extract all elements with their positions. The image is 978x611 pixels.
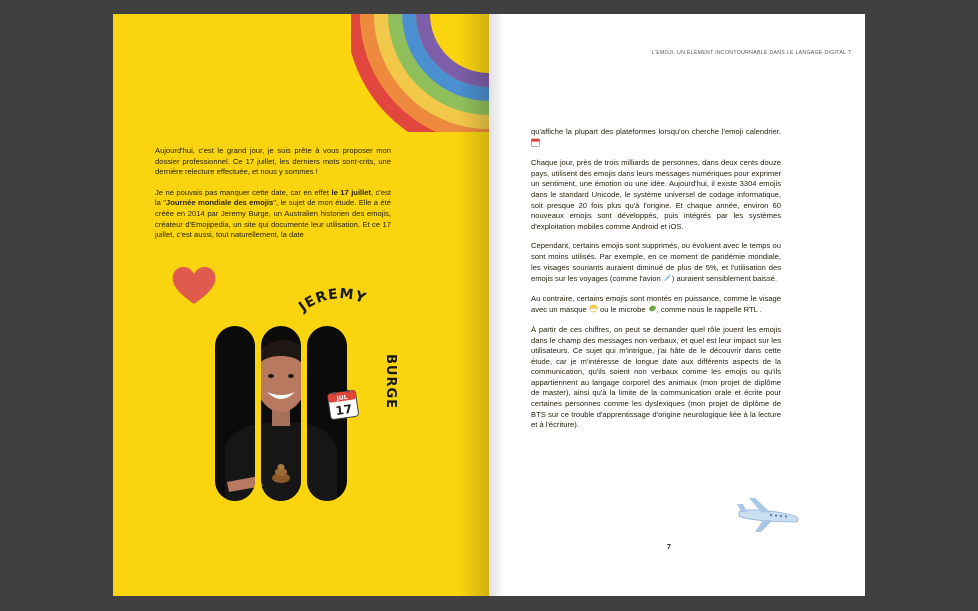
right-paragraph-4: Au contraire, certains emojis sont montés en puissance, comme le visage avec un masque ou le microbe , comme nous le rappelle RTL .: [531, 293, 781, 315]
calendar-day: 17: [334, 401, 354, 419]
left-page: [113, 14, 489, 596]
heart-icon: [171, 264, 217, 306]
right-paragraph-1: qu'affiche la plupart des plateformes lorsqu'on cherche l'emoji calendrier.: [531, 127, 781, 149]
right-paragraph-3: Cependant, certains emojis sont supprimés, ou évoluent avec le temps ou sont moins utilisés. Par exemple, en ce moment de pandémie mondiale, les visages souriants auraient diminué de plus de 5%, et l'utilisation des emojis sur les voyages (comme l'avion ) auraient sensiblement baissé.: [531, 241, 781, 284]
right-paragraph-5: À partir de ces chiffres, on peut se demander quel rôle jouent les emojis dans le champ des messages non verbaux, et quel est leur impact sur les utilisateurs. Ce sujet qui m'intrigue, j'ai hâte de le découvrir dans cette étude, car je m'intéresse de longue date aux différents aspects de la communication, qu'ils soient non verbaux comme les emojis ou qu'ils appartiennent au langage corporel des animaux (mon projet de diplôme de master), ainsi qu'à la limite de la communication orale et écrite pour certaines personnes comme les dyslexiques (mon projet de diplôme de BTS sur ce trouble d'apprentissage d'origine neurologique liée à la lecture et à l'écriture).: [531, 324, 781, 430]
book-spread: [113, 14, 865, 596]
name-first: JEREMY: [295, 285, 369, 316]
microbe-icon: [648, 304, 657, 313]
name-last: BURGE: [383, 354, 398, 410]
page-number: 7: [667, 544, 671, 551]
spine-shadow-right: [489, 14, 505, 596]
mask-face-icon: [589, 304, 598, 313]
right-body-text: [531, 127, 781, 440]
plane-icon: [663, 273, 672, 282]
calendar-month: JUL: [336, 393, 349, 403]
calendar-icon: [531, 138, 540, 147]
left-paragraph-2: Je ne pouvais pas manquer cette date, car en effet le 17 juillet, c'est la "Journée mondiale des emojis", le sujet de mon étude. Elle a été créée en 2014 par Jeremy Burge, un Australien historien des emojis, créateur d'Emojipedia, un site qui documente leur utilisation. Et ce 17 juillet, c'est aussi, tout naturellement, la date: [155, 187, 391, 240]
left-paragraph-1: Aujourd'hui, c'est le grand jour, je suis prête à vous proposer mon dossier professionnel. Ce 17 juillet, les derniers mots sont-crits, une dernière relecture effectuée, et nous y sommes !: [155, 146, 391, 177]
svg-text:JEREMY: [295, 286, 368, 316]
spine-shadow: [459, 14, 489, 596]
plane-icon: [735, 494, 801, 534]
running-header: L'EMOJI, UN ÉLÉMENT INCONTOURNABLE DANS LE LANGAGE DIGITAL ?: [651, 50, 851, 56]
right-paragraph-2: Chaque jour, près de trois milliards de personnes, dans deux cents douze pays, utilisent des emojis dans leurs messages numériques pour exprimer un sentiment, une émotion ou une idée. Aujourd'hui, il existe 3304 emojis dans le standard Unicode, le système universel de codage informatique, soit presque 20 fois plus qu'à l'origine. Et chaque année, environ 60 nouveaux emojis sont développés, puis intégrés par les systèmes d'exploitation mobiles comme Android et iOS.: [531, 158, 781, 231]
calendar-icon: [325, 386, 361, 422]
right-page: [489, 14, 865, 596]
left-body-text: [155, 146, 391, 251]
